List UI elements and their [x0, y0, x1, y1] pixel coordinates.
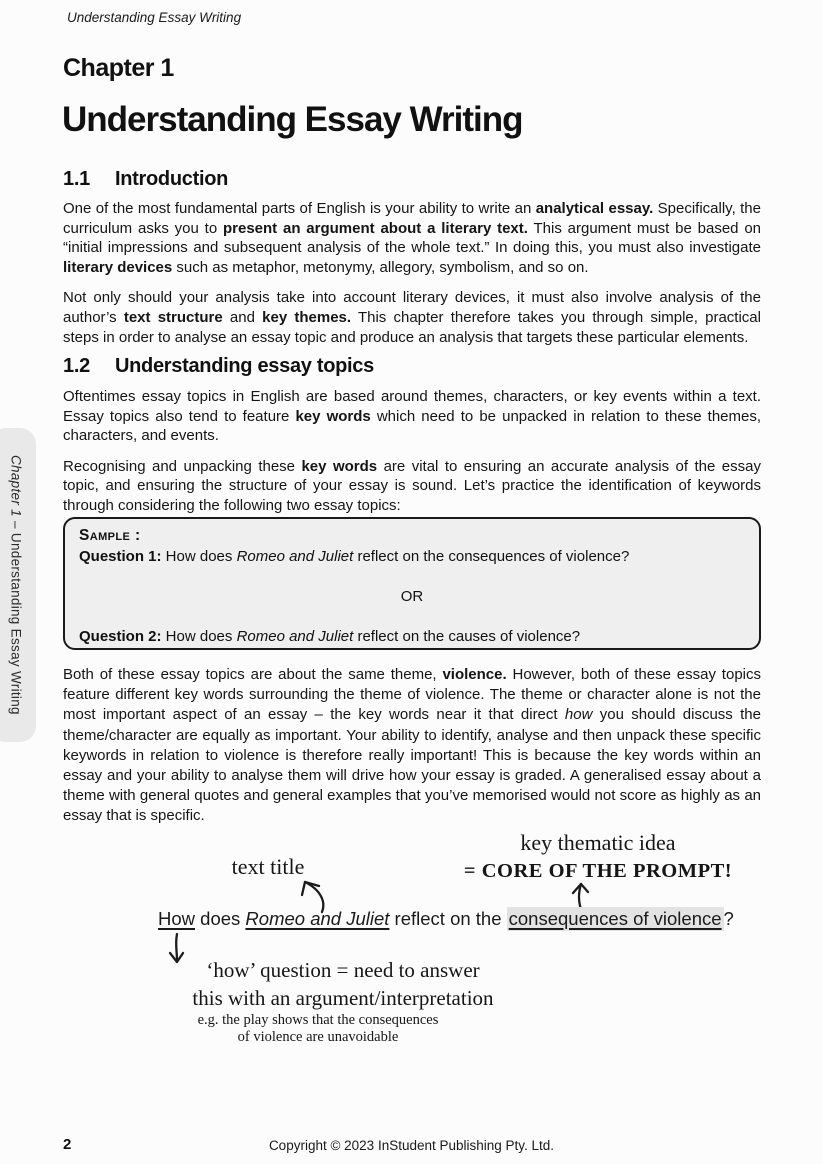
discussion-body — [63, 665, 761, 838]
example-note — [173, 1012, 463, 1046]
section-heading-1-2 — [63, 355, 374, 378]
section-number: 1.1 — [63, 168, 90, 190]
key-thematic-line2: = CORE OF THE PROMPT! — [463, 860, 733, 882]
how-note-line1: ‘how’ question = need to answer — [206, 958, 480, 982]
section-title: Understanding essay topics — [115, 355, 374, 377]
discussion-paragraph: Both of these essay topics are about the same theme, violence. However, both of these essay topics feature different key words surrounding the theme of violence. The theme or character alone is not the most important aspect of an essay – the key words near it that direct how you should discuss the theme/character are equally as important. Your ability to identify, analyse and then unpack these specific keywords in relation to violence is therefore really important! This is because the key words within an essay and your ability to analyse them will drive how your essay is graded. A generalised essay about a theme with general quotes and general examples that you’ve memorised would not score as highly as an essay that is specific. — [63, 666, 761, 825]
example-line2: of violence are unavoidable — [237, 1029, 399, 1045]
how-note-line2: this with an argument/interpretation — [192, 986, 494, 1010]
sample-or-divider: OR — [400, 588, 424, 605]
body-paragraph: Oftentimes essay topics in English are based around themes, characters, or key events within a text. Essay topics also tend to feature key words which need to be unpacked in relation to these themes, characters, and events. — [63, 388, 762, 445]
section-1-2-body — [63, 387, 761, 527]
footer-page-number: 2 — [63, 1136, 72, 1153]
sample-box-label: Sample : — [79, 527, 141, 544]
text-title-label: text title — [231, 854, 305, 879]
chapter-sidebar-tab — [0, 428, 36, 742]
section-title: Introduction — [115, 168, 229, 190]
sample-box — [63, 517, 761, 650]
section-heading-1-1 — [63, 168, 228, 191]
section-number: 1.2 — [63, 355, 90, 377]
key-thematic-line1: key thematic idea — [520, 830, 676, 855]
body-paragraph: Not only should your analysis take into account literary devices, it must also involve analysis of the author’s text structure and key themes. This chapter therefore takes you through simple, practical steps in order to analyse an essay topic and produce an analysis that targets these particular elements. — [63, 289, 761, 346]
footer-copyright: Copyright © 2023 InStudent Publishing Pty. Ltd. — [268, 1138, 555, 1153]
page-title: Understanding Essay Writing — [62, 100, 523, 139]
chapter-label: Chapter 1 — [63, 54, 174, 82]
body-paragraph: Recognising and unpacking these key words are vital to ensuring an accurate analysis of the essay topic, and ensuring the structure of your essay is sound. Let’s practice the identification of keywords through considering the following two essay topics: — [63, 457, 761, 514]
section-1-1-body — [63, 199, 761, 358]
body-paragraph: One of the most fundamental parts of English is your ability to write an analytical essay. Specifically, the curriculum asks you to present an argument about a literary text. This argument must be based on “initial impressions and subsequent analysis of the whole text.” In doing this, you must also investigate literary devices such as metaphor, metonymy, allegory, symbolism, and so on. — [63, 200, 762, 276]
sidebar-tab-label: Chapter 1 – Understanding Essay Writing — [8, 455, 24, 715]
how-question-note — [103, 956, 583, 1012]
sample-question-2: Question 2: How does Romeo and Juliet reflect on the causes of violence? — [79, 628, 581, 645]
annotated-question: How does Romeo and Juliet reflect on the consequences of violence ? — [158, 908, 734, 929]
running-header: Understanding Essay Writing — [67, 10, 242, 25]
key-thematic-label — [443, 828, 753, 886]
annotation-diagram — [63, 828, 761, 1050]
example-line1: e.g. the play shows that the consequences — [197, 1012, 439, 1028]
sample-question-1: Question 1: How does Romeo and Juliet reflect on the consequences of violence? — [79, 548, 630, 565]
